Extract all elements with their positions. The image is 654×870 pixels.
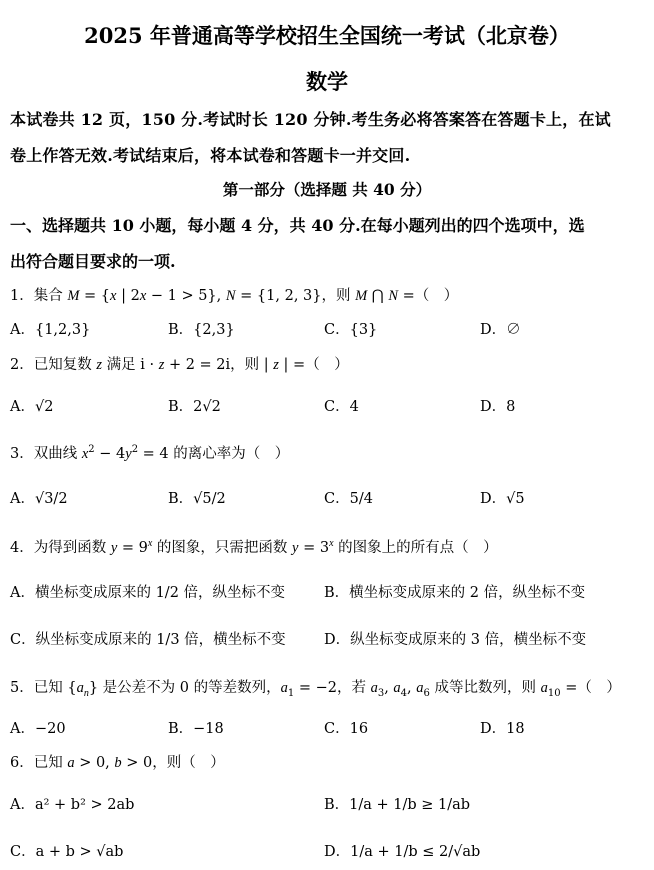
question-5-option-c: C．16 [324, 721, 369, 737]
question-3-option-d: D．√5 [480, 491, 525, 507]
question-5-option-d: D．18 [480, 721, 525, 737]
question-3-option-c: C．5/4 [324, 491, 373, 507]
question-4-option-d: D．纵坐标变成原来的 3 倍，横坐标不变 [324, 632, 587, 648]
question-2-option-b: B．2√2 [168, 399, 221, 415]
question-2-option-c: C．4 [324, 399, 359, 415]
notice-line-1: 本试卷共 12 页，150 分.考试时长 120 分钟.考生务必将答案答在答题卡上，在试 [10, 110, 611, 129]
question-1-stem: 1．集合 M = {x | 2x − 1 > 5}, N = {1, 2, 3}，则 M ⋂ N =（ ） [10, 288, 459, 304]
question-1-option-c: C．{3} [324, 322, 378, 338]
question-6-option-b: B．1/a + 1/b ≥ 1/ab [324, 797, 471, 813]
question-1-option-b: B．{2,3} [168, 322, 235, 338]
part-title: 第一部分（选择题 共 40 分） [222, 180, 432, 199]
question-6-option-c: C．a + b > √ab [10, 844, 124, 860]
question-5-stem: 5．已知 $\{a_n\}$ 是公差不为 0 的等差数列，$a_1 = -2$，若 $a_3$, $a_4$, $a_6$ 成等比数列，则 $a_{10}$ =（ ） [10, 680, 621, 699]
section-instruction-line-1: 一、选择题共 10 小题，每小题 4 分，共 40 分.在每小题列出的四个选项中，选 [10, 216, 585, 235]
question-4-option-a: A．横坐标变成原来的 1/2 倍，纵坐标不变 [10, 585, 286, 601]
question-2-option-a: A．√2 [10, 399, 54, 415]
subject-title: 数学 [306, 69, 348, 94]
notice-line-2: 卷上作答无效.考试结束后，将本试卷和答题卡一并交回. [10, 146, 411, 165]
question-3-option-b: B．√5/2 [168, 491, 226, 507]
question-5-option-a: A．−20 [10, 721, 66, 737]
question-6-option-d: D．1/a + 1/b ≤ 2/√ab [324, 844, 481, 860]
exam-title: 2025 年普通高等学校招生全国统一考试（北京卷） [84, 23, 570, 48]
question-4-stem: 4．为得到函数 $y = 9^x$ 的图象，只需把函数 $y = 3^x$ 的图象上的所有点（ ） [10, 538, 498, 556]
question-4-option-b: B．横坐标变成原来的 2 倍，纵坐标不变 [324, 585, 586, 601]
question-5-option-b: B．−18 [168, 721, 224, 737]
question-4-option-c: C．纵坐标变成原来的 1/3 倍，横坐标不变 [10, 632, 286, 648]
question-6-option-a: A．a² + b² > 2ab [10, 797, 135, 813]
question-1-option-d: D．∅ [480, 322, 521, 338]
question-3-option-a: A．√3/2 [10, 491, 68, 507]
question-2-stem: 2．已知复数 z 满足 i · z + 2 = 2i，则 | z | =（ ） [10, 357, 349, 373]
question-1-option-a: A．{1,2,3} [10, 322, 91, 338]
question-6-stem: 6．已知 a > 0, b > 0，则（ ） [10, 755, 225, 771]
question-2-option-d: D．8 [480, 399, 516, 415]
section-instruction-line-2: 出符合题目要求的一项. [10, 252, 176, 271]
question-3-stem: 3．双曲线 $x^2 - 4y^2 = 4$ 的离心率为（ ） [10, 444, 290, 462]
